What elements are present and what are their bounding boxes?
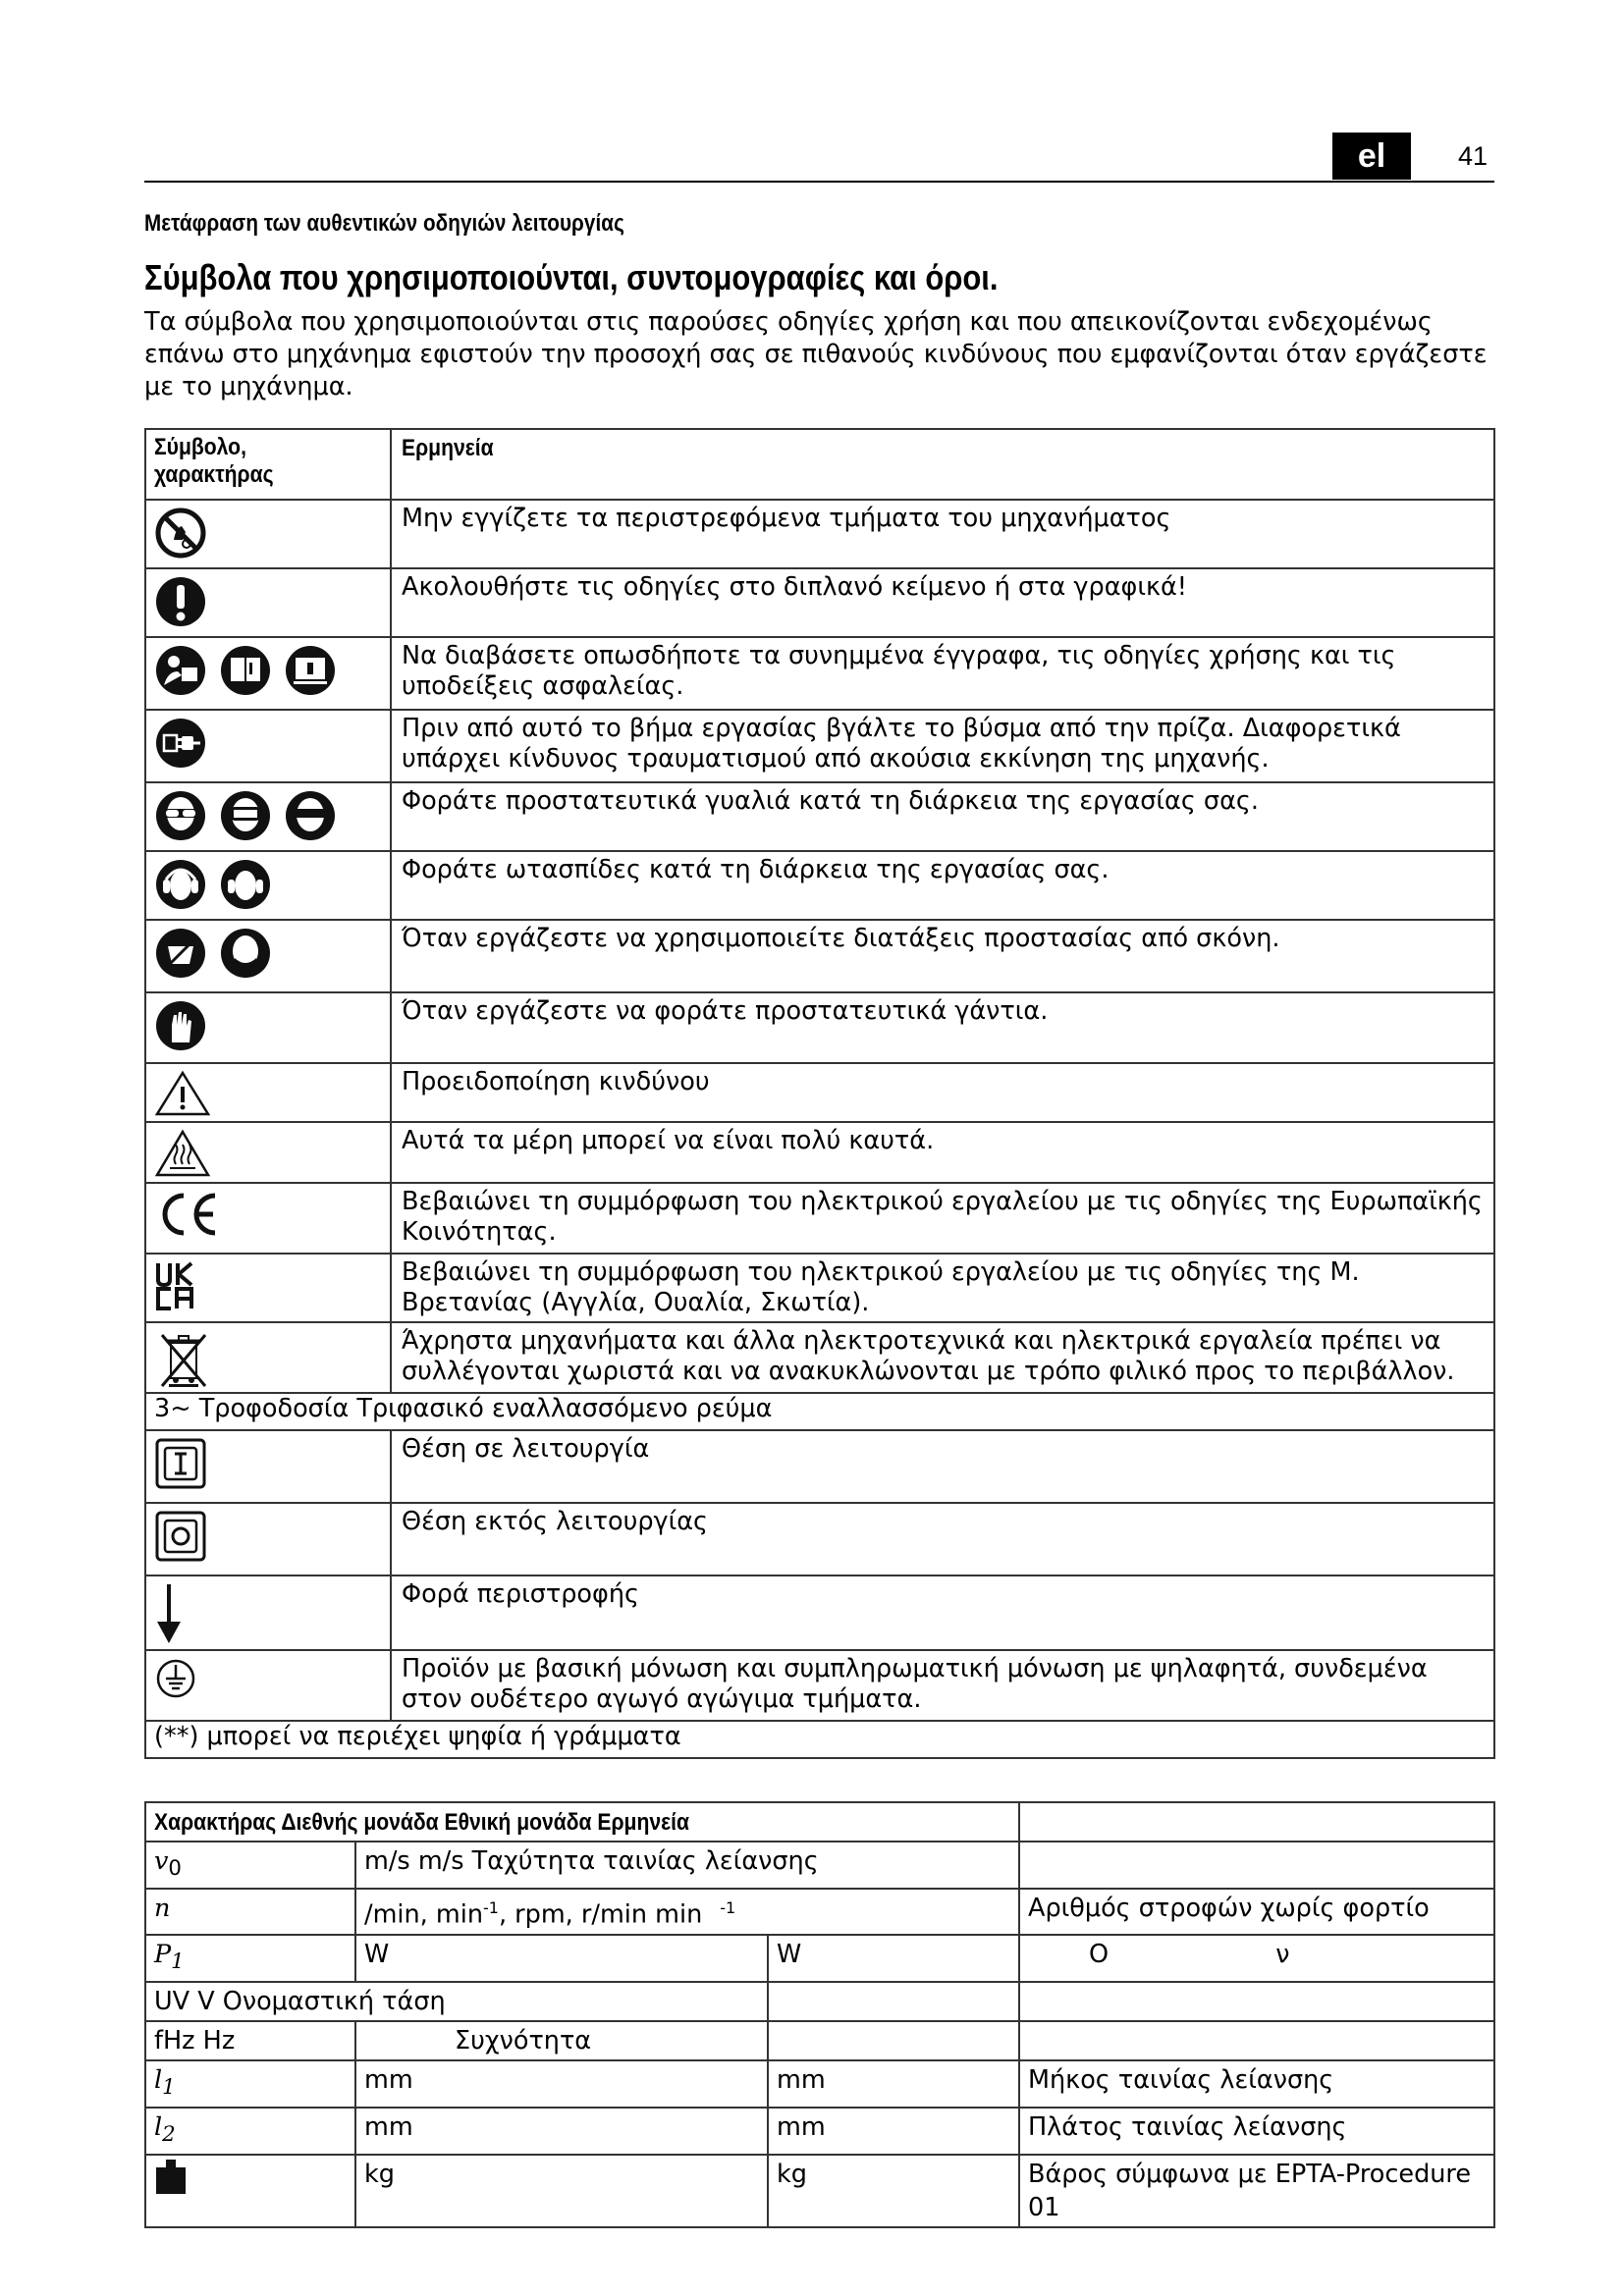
meaning-cell: Μήκος ταινίας λείανσης: [1019, 2060, 1494, 2108]
table-row: [145, 1935, 1494, 1982]
meaning-cell: Αριθμός στροφών χωρίς φορτίο: [1019, 1889, 1494, 1935]
section-title: Σύμβολα που χρησιμοποιούνται, συντομογραφίες και όροι.: [144, 257, 999, 297]
table-row: [145, 2060, 1494, 2108]
row-text: Όταν εργάζεστε να φοράτε προστατευτικά γάντια.: [391, 992, 1494, 1063]
unit-cell: W: [355, 1935, 768, 1982]
unit-cell: mm: [355, 2060, 768, 2108]
unit-text-b: , rpm, r/min min: [498, 1899, 703, 1930]
dust-mask-icon: [154, 927, 207, 980]
weight-icon: [154, 2158, 188, 2195]
table-row: [145, 1650, 1494, 1721]
goggles-icon: [154, 789, 207, 842]
table-row: [145, 992, 1494, 1063]
switch-off-icon: [154, 1510, 207, 1563]
table-row: [145, 1063, 1494, 1122]
table-row: [145, 1575, 1494, 1650]
row-text: Βεβαιώνει τη συμμόρφωση του ηλεκτρικού εργαλείου με τις οδηγίες της Ευρωπαϊκής Κοινότητας.: [391, 1183, 1494, 1254]
meaning-cell: O ν: [1019, 1935, 1494, 1982]
language-badge: el: [1332, 133, 1411, 180]
ce-mark-icon: [154, 1190, 223, 1239]
safety-glasses-icon: [284, 789, 337, 842]
respirator-icon: [219, 927, 272, 980]
units-table: [144, 1801, 1495, 2228]
table-row: [145, 920, 1494, 992]
ear-protection-2-icon: [219, 858, 272, 911]
table-row: [145, 500, 1494, 568]
footnote-row: (**) μπορεί να περιέχει ψηφία ή γράμματα: [145, 1721, 1494, 1758]
row-text: Θέση σε λειτουργία: [391, 1430, 1494, 1503]
row-text: Φοράτε προστατευτικά γυαλιά κατά τη διάρκεια της εργασίας σας.: [391, 782, 1494, 851]
unit-cell: mm: [768, 2108, 1019, 2155]
read-manual-screen-icon: [284, 644, 337, 697]
unit-cell: kg: [355, 2155, 768, 2227]
document-subtitle: Μετάφραση των αυθεντικών οδηγιών λειτουργίας: [144, 210, 624, 237]
unit-cell: [355, 1889, 1019, 1935]
meaning-cell: Πλάτος ταινίας λείανσης: [1019, 2108, 1494, 2155]
symbols-table: [144, 428, 1495, 1759]
symbol-l1: l: [154, 2064, 163, 2095]
unit-sup-2: -1: [720, 1898, 736, 1918]
row-text: Άχρηστα μηχανήματα και άλλα ηλεκτροτεχνικά και ηλεκτρικά εργαλεία πρέπει να συλλέγονται χωριστά και να ανακυκλώνονται με τρόπο φιλικό προς το περιβάλλον.: [391, 1322, 1494, 1393]
meaning-cell: Βάρος σύμφωνα με EPTA-Procedure 01: [1019, 2155, 1494, 2227]
table-row: [145, 1122, 1494, 1183]
exclamation-icon: [154, 575, 207, 628]
rotation-arrow-icon: [154, 1582, 184, 1645]
row-text: Προειδοποίηση κινδύνου: [391, 1063, 1494, 1122]
symbol-f: fHz Hz: [145, 2021, 355, 2060]
switch-on-icon: [154, 1437, 207, 1490]
face-shield-icon: [219, 789, 272, 842]
unit-sup: -1: [482, 1898, 499, 1918]
row-text: Μην εγγίζετε τα περιστρεφόμενα τμήματα του μηχανήματος: [391, 500, 1494, 568]
symbol-n: n: [154, 1894, 171, 1924]
earth-ground-icon: [154, 1657, 197, 1700]
row-text: Πριν από αυτό το βήμα εργασίας βγάλτε το βύσμα από την πρίζα. Διαφορετικά υπάρχει κίνδυνος τραυματισμού από ακούσια εκκίνηση της μηχανής.: [391, 710, 1494, 782]
table-row: [145, 710, 1494, 782]
symbol-v0: v: [154, 1846, 169, 1876]
row-text: Προϊόν με βασική μόνωση και συμπληρωματική μόνωση με ψηλαφητά, συνδεμένα στον ουδέτερο αγωγό αγώγιμα τμήματα.: [391, 1650, 1494, 1721]
row-text: Όταν εργάζεστε να χρησιμοποιείτε διατάξεις προστασίας από σκόνη.: [391, 920, 1494, 992]
header-rule: [144, 181, 1494, 183]
warning-triangle-icon: [154, 1070, 211, 1117]
table-row: [145, 1842, 1494, 1889]
table-row: [145, 1322, 1494, 1393]
table-row: [145, 1183, 1494, 1254]
table-row: [145, 1721, 1494, 1758]
no-touch-rotating-icon: [154, 507, 207, 560]
symbol-subscript: 1: [171, 1949, 185, 1974]
merged-cell: m/s m/s Ταχύτητα ταινίας λείανσης: [355, 1842, 1019, 1889]
table-row: [145, 782, 1494, 851]
intro-paragraph: Τα σύμβολα που χρησιμοποιούνται στις παρούσες οδηγίες χρήση και που απεικονίζονται ενδεχομένως επάνω στο μηχάνημα εφιστούν την προσοχή σας σε πιθανούς κινδύνους που εμφανίζονται όταν εργάζεστε με το μηχάνημα.: [144, 307, 1488, 401]
table-row: [145, 2155, 1494, 2227]
unplug-icon: [154, 717, 207, 770]
units-header: Χαρακτήρας Διεθνής μονάδα Εθνική μονάδα Ερμηνεία: [154, 1809, 690, 1836]
unit-cell: mm: [355, 2108, 768, 2155]
row-text: Φορά περιστροφής: [391, 1575, 1494, 1650]
row-text: Βεβαιώνει τη συμμόρφωση του ηλεκτρικού εργαλείου με τις οδηγίες της Μ. Βρετανίας (Αγγλία, Ουαλία, Σκωτία).: [391, 1254, 1494, 1322]
table-row: [145, 851, 1494, 920]
symbol-l2: l: [154, 2111, 163, 2142]
header-meaning: Ερμηνεία: [402, 435, 494, 461]
symbol-subscript: 2: [162, 2121, 176, 2147]
table-row: [145, 1503, 1494, 1575]
unit-cell: mm: [768, 2060, 1019, 2108]
symbol-subscript: 1: [162, 2074, 176, 2100]
header-symbol: Σύμβολο, χαρακτήρας: [154, 434, 274, 488]
row-text: Αυτά τα μέρη μπορεί να είναι πολύ καυτά.: [391, 1122, 1494, 1183]
table-row: [145, 1982, 1494, 2021]
table-row: [145, 637, 1494, 710]
ukca-mark-icon: [154, 1260, 197, 1311]
table-row: [145, 1889, 1494, 1935]
table-row: [145, 1254, 1494, 1322]
table-row: [145, 568, 1494, 637]
three-phase-row: 3~ Τροφοδοσία Τριφασικό εναλλασσόμενο ρεύμα: [145, 1393, 1494, 1430]
unit-text: /min, min: [364, 1899, 483, 1930]
read-manual-book-icon: [219, 644, 272, 697]
row-text: Θέση εκτός λειτουργίας: [391, 1503, 1494, 1575]
table-row: [145, 1393, 1494, 1430]
unit-cell: kg: [768, 2155, 1019, 2227]
read-manual-person-icon: [154, 644, 207, 697]
table-header-row: [145, 429, 1494, 500]
table-header-row: [145, 1802, 1494, 1842]
symbol-subscript: 0: [168, 1856, 182, 1882]
merged-cell: UV V Ονομαστική τάση: [145, 1982, 768, 2021]
table-row: [145, 2108, 1494, 2155]
hot-surface-icon: [154, 1129, 211, 1178]
meaning-cell: Συχνότητα: [355, 2021, 768, 2060]
ear-protection-icon: [154, 858, 207, 911]
row-text: Φοράτε ωτασπίδες κατά τη διάρκεια της εργασίας σας.: [391, 851, 1494, 920]
table-row: [145, 1430, 1494, 1503]
page-number: 41: [1458, 141, 1489, 171]
row-text: Ακολουθήστε τις οδηγίες στο διπλανό κείμενο ή στα γραφικά!: [391, 568, 1494, 637]
unit-cell: W: [768, 1935, 1019, 1982]
weee-bin-icon: [154, 1329, 213, 1388]
row-text: Να διαβάσετε οπωσδήποτε τα συνημμένα έγγραφα, τις οδηγίες χρήσης και τις υποδείξεις ασφαλείας.: [391, 637, 1494, 710]
table-row: [145, 2021, 1494, 2060]
symbol-p1: P: [154, 1939, 172, 1969]
gloves-icon: [154, 999, 207, 1052]
